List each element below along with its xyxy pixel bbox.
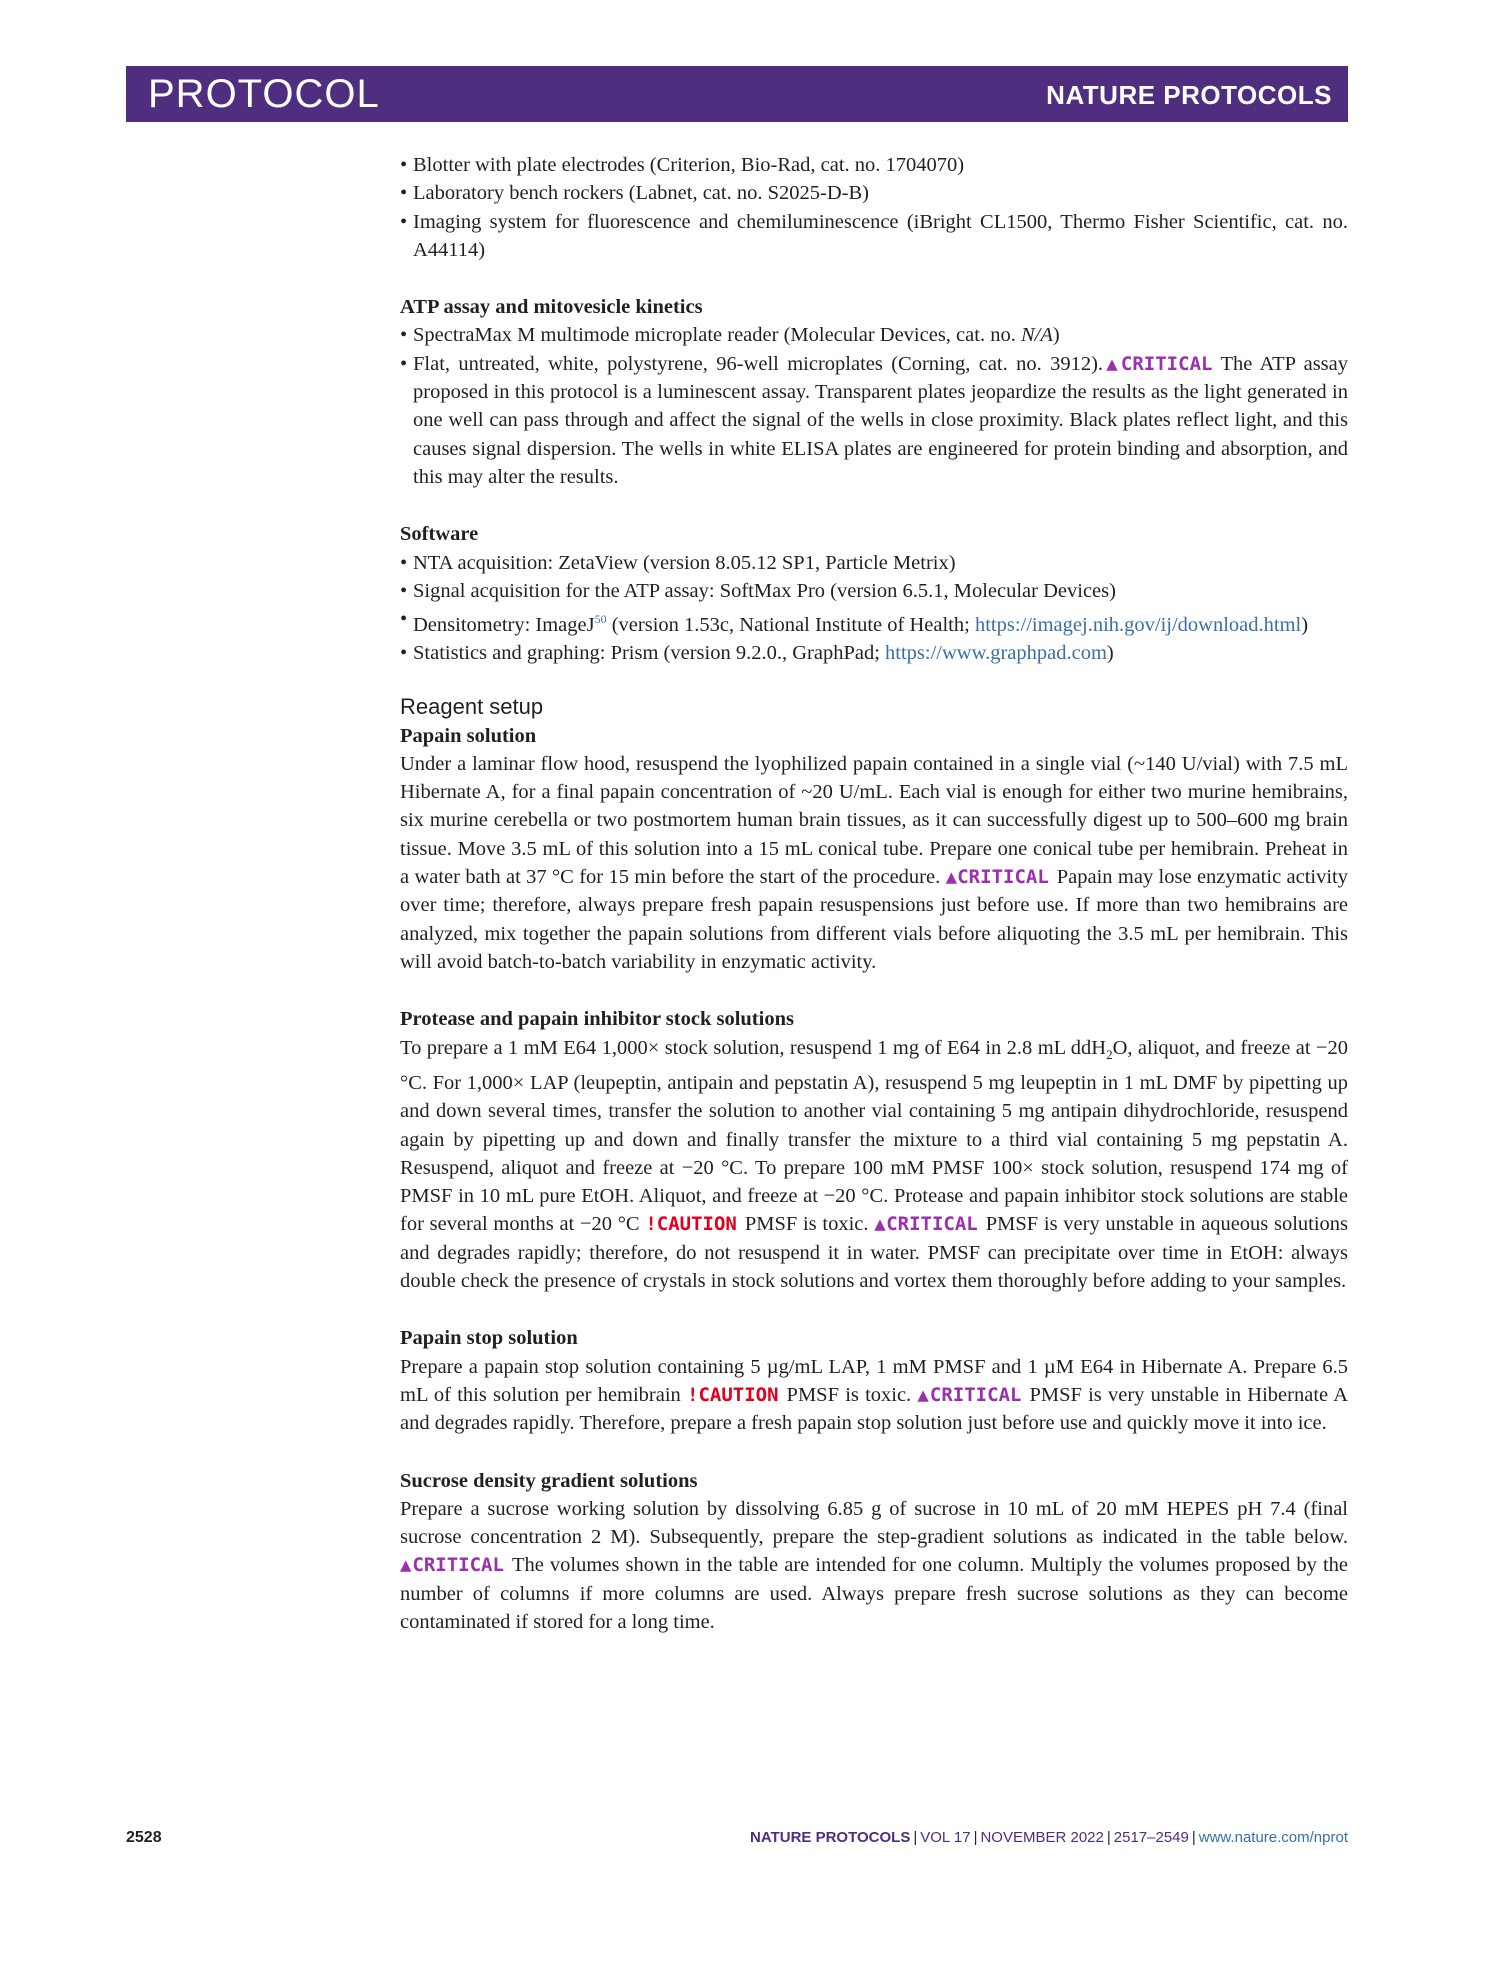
list-item: • Flat, untreated, white, polystyrene, 96-well microplates (Corning, cat. no. 3912).▲CRITICAL The ATP assay proposed in this protocol is a luminescent assay. Transparent plates jeopardize the results as the light generated in one well can pass through and affect the signal of the wells in close proximity. Black plates reflect light, and this causes signal dispersion. The wells in white ELISA plates are engineered for protein binding and absorption, and this may alter the results. [400, 350, 1348, 491]
software-list [400, 549, 1348, 668]
footer-pages: 2517–2549 [1113, 1829, 1189, 1846]
caution-label: !CAUTION [645, 1213, 737, 1236]
software-heading: Software [400, 523, 479, 546]
sucrose-heading: Sucrose density gradient solutions [400, 1469, 698, 1492]
critical-label: ▲CRITICAL [400, 1554, 504, 1577]
critical-label: ▲CRITICAL [945, 866, 1049, 889]
critical-label: ▲CRITICAL [917, 1383, 1022, 1406]
list-item: • Densitometry: ImageJ$^{50}$ (version 1.53c, National Institute of Health; https://imagej.nih.gov/ij/download.html) [400, 605, 1348, 639]
papain-paragraph: Under a laminar flow hood, resuspend the lyophilized papain contained in a single vial (~140 U/vial) with 7.5 mL Hibernate A, for a final papain concentration of ~20 U/mL. Each vial is enough for either two murine hemibrains, six murine cerebella or two postmortem human brain tissues, as it can successfully digest up to 500–600 mg brain tissue. Move 3.5 mL of this solution into a 15 mL conical tube. Prepare one conical tube per hemibrain. Preheat in a water bath at 37 °C for 15 min before the start of the procedure. ▲CRITICAL Papain may lose enzymatic activity over time; therefore, always prepare fresh papain resuspensions just before use. If more than two hemibrains are analyzed, mix together the papain solutions from different vials before aliquoting the 3.5 mL per hemibrain. This will avoid batch-to-batch variability in enzymatic activity. [400, 752, 1349, 973]
protease-heading: Protease and papain inhibitor stock solutions [400, 1008, 794, 1031]
footer-date: NOVEMBER 2022 [980, 1829, 1104, 1846]
list-item: • Laboratory bench rockers (Labnet, cat. no. S2025-D-B) [400, 179, 1348, 207]
atp-list [400, 321, 1348, 491]
list-item: • SpectraMax M multimode microplate reader (Molecular Devices, cat. no. N/A) [400, 321, 1348, 349]
critical-label: ▲CRITICAL [1103, 352, 1213, 375]
reference-number[interactable]: 50 [594, 612, 607, 627]
imagej-link[interactable]: https://imagej.nih.gov/ij/download.html [974, 613, 1302, 636]
list-item: • NTA acquisition: ZetaView (version 8.05.12 SP1, Particle Metrix) [400, 549, 1348, 577]
header-bar [126, 66, 1348, 122]
list-item: • Statistics and graphing: Prism (version 9.2.0., GraphPad; https://www.graphpad.com) [400, 639, 1348, 667]
protease-paragraph: To prepare a 1 mM E64 1,000× stock solution, resuspend 1 mg of E64 in 2.8 mL ddH$_2$O, aliquot, and freeze at −20 °C. For 1,000× LAP (leupeptin, antipain and pepstatin A), resuspend 5 mg leupeptin in 1 mL DMF by pipetting up and down several times, transfer the solution to another vial containing 5 mg antipain dihydrochloride, resuspend again by pipetting up and down and finally transfer the mixture to a third vial containing 5 mg pepstatin A. Resuspend, aliquot and freeze at −20 °C. To prepare 100 mM PMSF 100× stock solution, resuspend 174 mg of PMSF in 10 mL pure EtOH. Aliquot, and freeze at −20 °C. Protease and papain inhibitor stock solutions are stable for several months at −20 °C !CAUTION PMSF is toxic. ▲CRITICAL PMSF is very unstable in aqueous solutions and degrades rapidly; therefore, do not resuspend it in water. PMSF can precipitate over time in EtOH: always double check the presence of crystals in stock solutions and vortex them thoroughly before adding to your samples. [400, 1036, 1349, 1293]
footer-journal: NATURE PROTOCOLS [750, 1829, 911, 1846]
section-label: PROTOCOL [148, 72, 380, 116]
footer-citation: NATURE PROTOCOLS | VOL 17 | NOVEMBER 2022 | 2517–2549 | www.nature.com/nprot [750, 1829, 1348, 1846]
caution-label: !CAUTION [687, 1383, 779, 1406]
list-item: • Imaging system for fluorescence and chemiluminescence (iBright CL1500, Thermo Fisher Scientific, cat. no. A44114) [400, 208, 1348, 265]
sucrose-paragraph: Prepare a sucrose working solution by dissolving 6.85 g of sucrose in 10 mL of 20 mM HEPES pH 7.4 (final sucrose concentration 2 M). Subsequently, prepare the step-gradient solutions as indicated in the table below. ▲CRITICAL The volumes shown in the table are intended for one column. Multiply the volumes proposed by the number of columns if more columns are used. Always prepare fresh sucrose solutions as they can become contaminated if stored for a long time. [400, 1497, 1348, 1633]
atp-heading: ATP assay and mitovesicle kinetics [400, 296, 703, 319]
list-item: • Signal acquisition for the ATP assay: SoftMax Pro (version 6.5.1, Molecular Devices) [400, 577, 1348, 605]
footer-volume: VOL 17 [920, 1829, 971, 1846]
list-item: • Blotter with plate electrodes (Criterion, Bio-Rad, cat. no. 1704070) [400, 151, 1348, 179]
critical-label: ▲CRITICAL [874, 1213, 978, 1236]
journal-name: NATURE PROTOCOLS [1046, 80, 1332, 110]
graphpad-link[interactable]: https://www.graphpad.com [885, 642, 1107, 665]
equipment-list [400, 151, 1348, 264]
reagent-setup-heading: Reagent setup [400, 693, 544, 719]
stop-heading: Papain stop solution [400, 1327, 578, 1350]
stop-paragraph: Prepare a papain stop solution containing 5 µg/mL LAP, 1 mM PMSF and 1 µM E64 in Hibernate A. Prepare 6.5 mL of this solution per hemibrain !CAUTION PMSF is toxic. ▲CRITICAL PMSF is very unstable in Hibernate A and degrades rapidly. Therefore, prepare a fresh papain stop solution just before use and quickly move it into ice. [400, 1355, 1348, 1435]
footer-url[interactable]: www.nature.com/nprot [1198, 1829, 1348, 1846]
page-number: 2528 [126, 1829, 162, 1846]
papain-heading: Papain solution [400, 724, 537, 747]
main-content [400, 151, 1348, 1636]
